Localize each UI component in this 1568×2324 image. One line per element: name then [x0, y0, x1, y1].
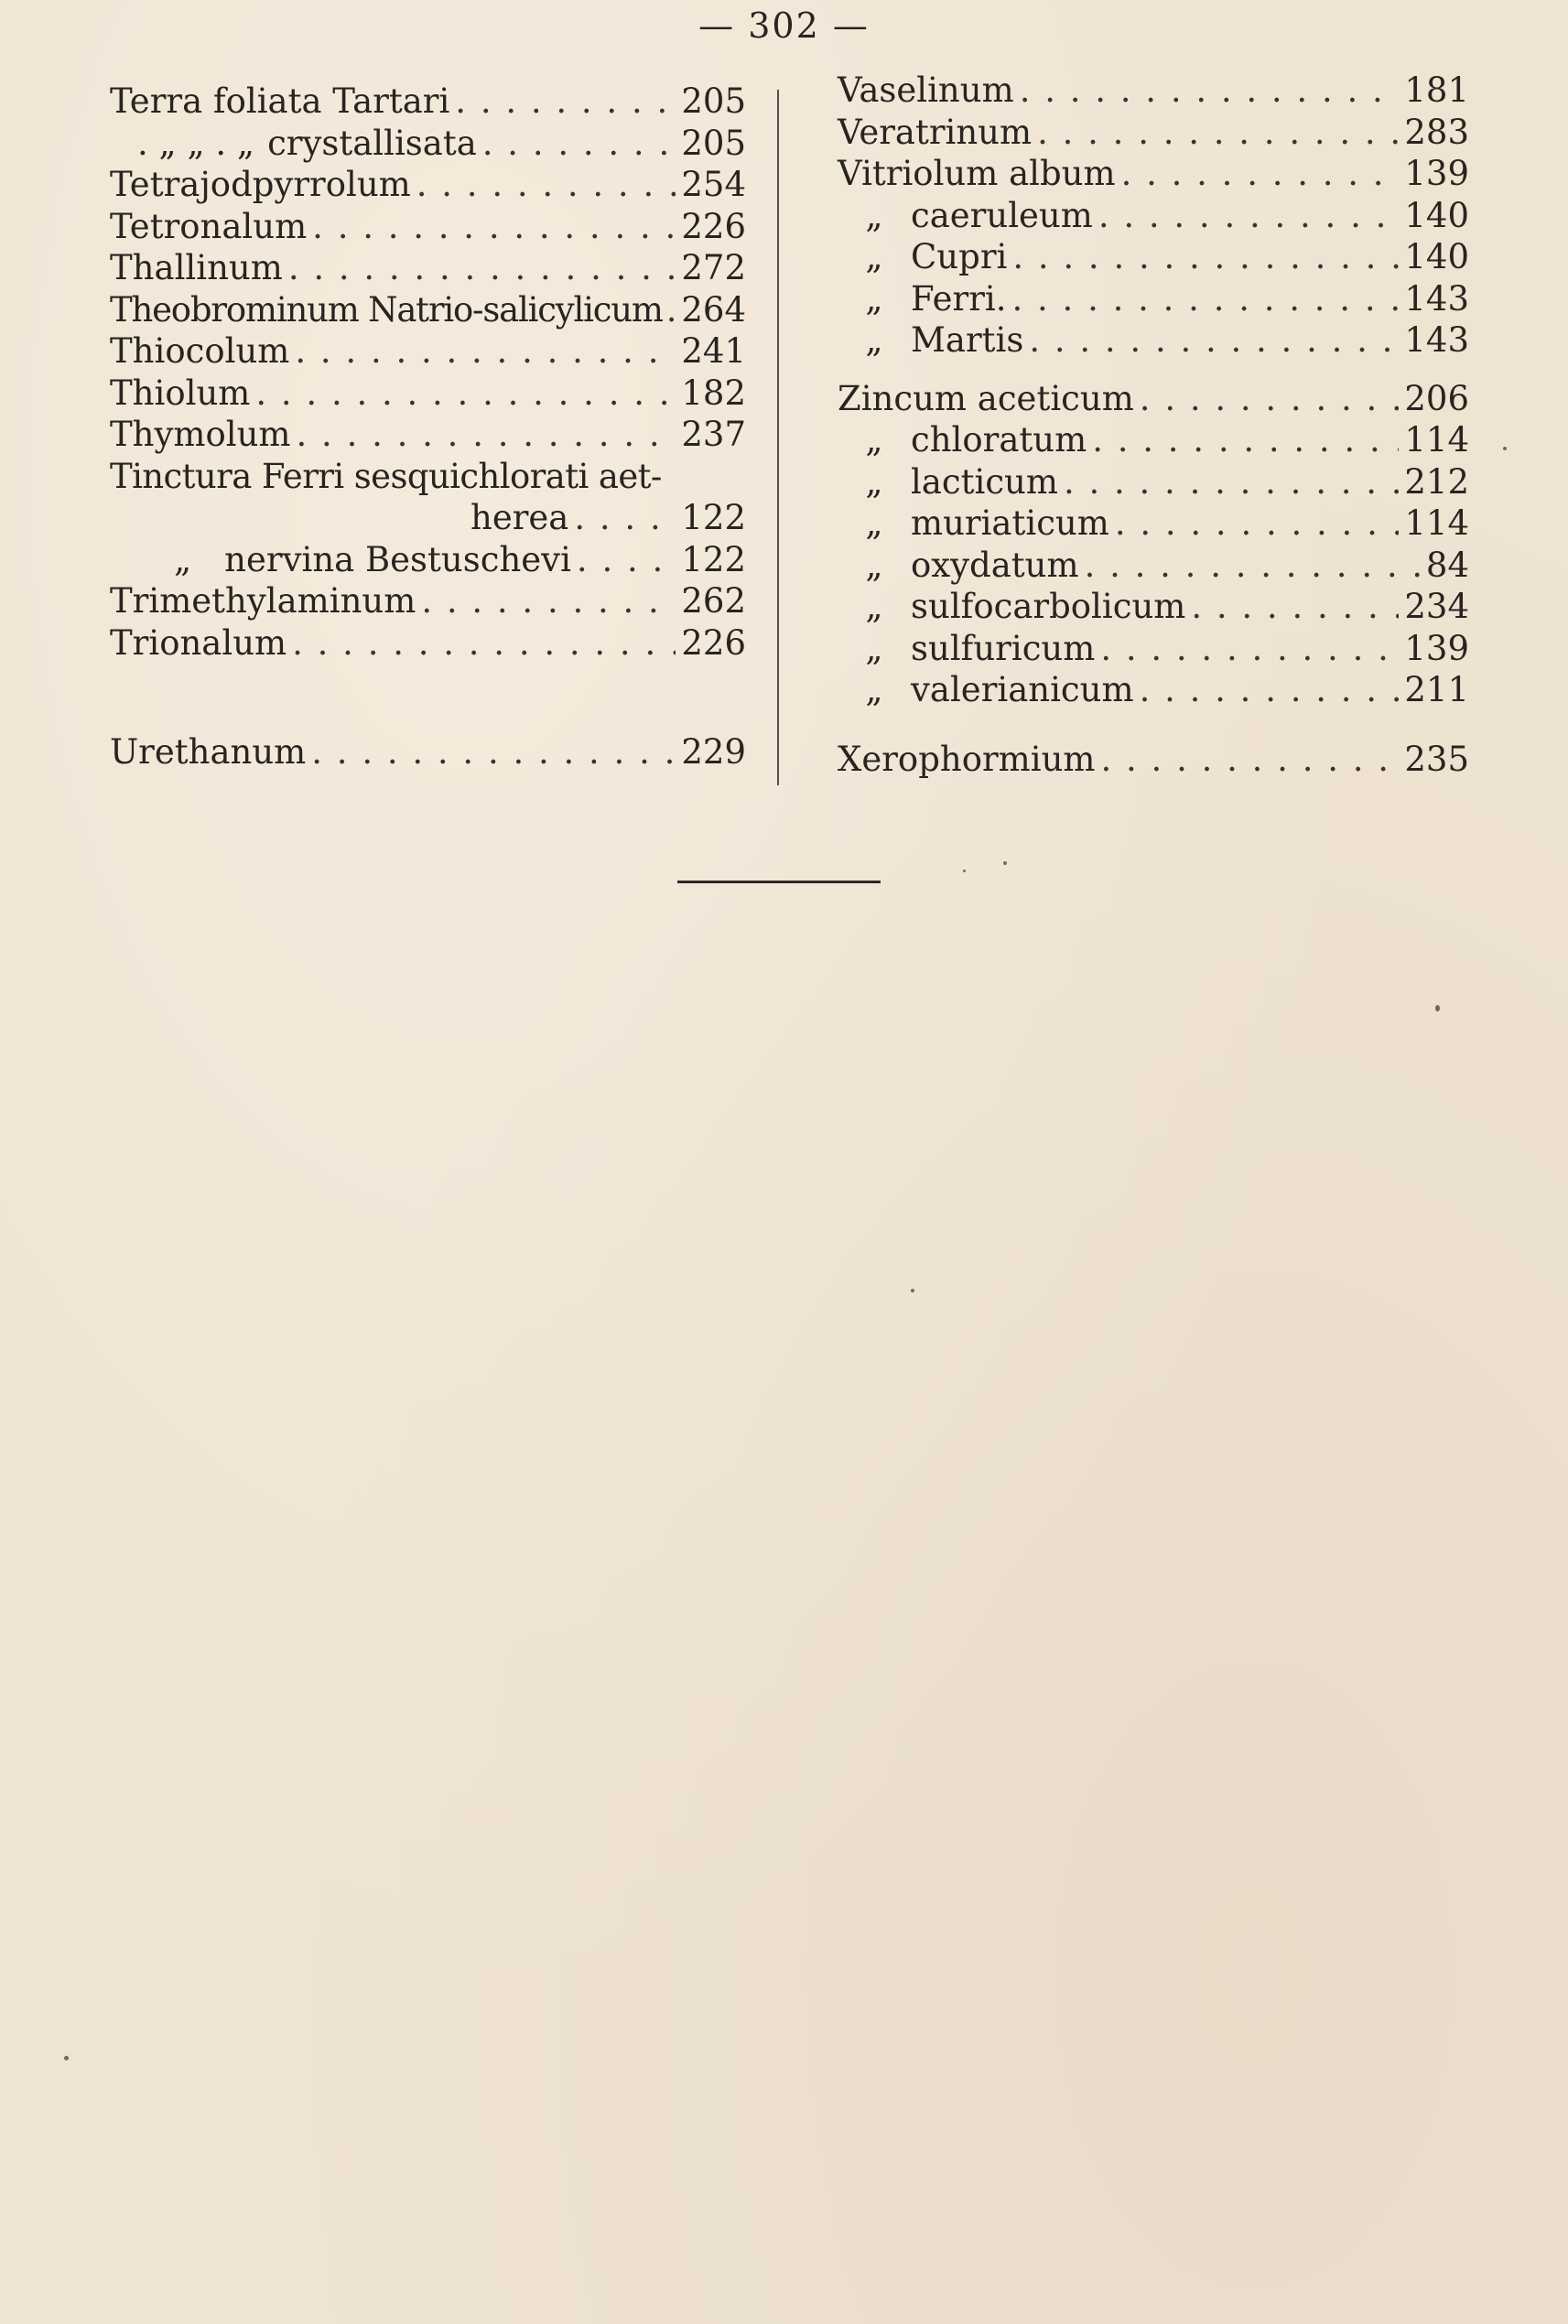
entry-page: 272: [681, 248, 746, 287]
entry-name: lacticum: [911, 461, 1058, 502]
entry-name: Urethanum: [110, 732, 307, 772]
ditto-mark: „: [865, 420, 883, 459]
entry-page: 140: [1404, 237, 1469, 276]
index-entry: [838, 503, 1469, 545]
index-entry: [110, 247, 746, 289]
paper-speck: [1503, 447, 1507, 450]
leader-dots: [1191, 586, 1399, 628]
entry-name: Zincum aceticum: [838, 378, 1134, 418]
leader-dots: [292, 622, 676, 665]
index-entry: [110, 731, 746, 773]
entry-page: 122: [681, 498, 746, 537]
paper-speck: [64, 2056, 69, 2060]
entry-page: 241: [681, 331, 746, 371]
index-entry: [838, 461, 1469, 503]
ditto-mark: „: [865, 237, 883, 276]
index-entry: [110, 622, 746, 665]
section-gap: [838, 711, 1469, 739]
ditto-mark: „: [865, 461, 883, 502]
index-entry: [838, 586, 1469, 628]
leader-dots: [255, 373, 676, 415]
entry-name: herea: [470, 498, 569, 537]
index-entry: [838, 70, 1469, 112]
paper-speck: [963, 870, 966, 872]
ditto-mark: „: [865, 628, 883, 668]
entry-page: 140: [1404, 195, 1469, 235]
entry-name: Thallinum: [110, 248, 283, 287]
entry-page: 226: [681, 206, 746, 246]
entry-name: sulfuricum: [911, 628, 1096, 668]
index-entry: [838, 419, 1469, 461]
entry-page: 114: [1404, 420, 1469, 459]
entry-page: 205: [681, 123, 746, 163]
ditto-mark: „: [865, 670, 883, 709]
entry-name: Trionalum: [110, 622, 287, 663]
leader-dots: [311, 731, 676, 773]
index-entry: [838, 628, 1469, 670]
entry-page: 262: [681, 581, 746, 621]
entry-name: crystallisata: [267, 123, 477, 163]
leader-dots: [666, 289, 678, 331]
ditto-mark: „: [865, 503, 883, 543]
entry-name: Xerophormium: [838, 739, 1096, 779]
index-entry: [110, 289, 746, 331]
index-entry: [110, 373, 746, 415]
entry-page: 211: [1404, 670, 1469, 709]
leader-dots: [416, 164, 676, 206]
index-entry: [110, 580, 746, 622]
column-divider: [777, 90, 779, 785]
index-entry: [110, 456, 746, 498]
index-entry: [110, 414, 746, 456]
ditto-mark: . „ „ . „: [137, 123, 255, 163]
entry-page: 181: [1404, 70, 1469, 110]
entry-name: Vaselinum: [838, 70, 1014, 110]
entry-name: Trimethylaminum: [110, 581, 416, 621]
index-entry: [838, 545, 1469, 587]
entry-page: 234: [1404, 587, 1469, 626]
index-entry: [838, 278, 1469, 320]
ditto-mark: „: [865, 195, 883, 235]
end-rule: [677, 881, 881, 883]
entry-name: Ferri.: [911, 278, 1007, 319]
index-entry: [838, 319, 1469, 362]
ditto-mark: „: [865, 587, 883, 626]
entry-name: Vitriolum album: [838, 154, 1116, 193]
index-column-right: [838, 70, 1469, 780]
entry-page: 139: [1404, 628, 1469, 668]
leader-dots: [1098, 195, 1400, 237]
leader-dots: [574, 497, 676, 539]
paper-speck: [1003, 861, 1007, 865]
entry-name: chloratum: [911, 420, 1087, 459]
page-number: — 302 —: [698, 5, 870, 46]
entry-name: caeruleum: [911, 195, 1093, 235]
entry-page: 122: [681, 539, 746, 579]
entry-name: Veratrinum: [838, 112, 1033, 152]
entry-page: 139: [1404, 154, 1469, 193]
leader-dots: [482, 123, 676, 165]
index-entry: [110, 164, 746, 206]
entry-page: 229: [681, 732, 746, 772]
entry-name: Tinctura Ferri sesquichlorati aet-: [110, 456, 662, 496]
leader-dots: [1020, 70, 1400, 112]
entry-name: Tetronalum: [110, 206, 308, 246]
entry-name: Thymolum: [110, 415, 291, 454]
index-column-left: [110, 81, 746, 773]
index-entry-continuation: [110, 497, 746, 539]
entry-page: 212: [1404, 461, 1469, 502]
section-gap: [110, 664, 746, 731]
entry-page: 182: [681, 373, 746, 413]
entry-page: 237: [681, 415, 746, 454]
entry-page: 143: [1404, 278, 1469, 319]
entry-page: 264: [681, 289, 746, 330]
index-entry: [838, 378, 1469, 420]
leader-dots: [1085, 545, 1421, 587]
leader-dots: [1029, 319, 1399, 362]
index-entry: [838, 112, 1469, 154]
leader-dots: [1140, 378, 1400, 420]
index-entry: [110, 81, 746, 123]
leader-dots: [421, 580, 676, 622]
entry-page: 84: [1425, 545, 1469, 585]
index-entry: [110, 123, 746, 165]
ditto-mark: „: [865, 320, 883, 360]
section-gap: [838, 362, 1469, 378]
index-entry: [838, 236, 1469, 278]
entry-name: Thiolum: [110, 373, 251, 413]
entry-name: Tetrajodpyrrolum: [110, 165, 411, 204]
leader-dots: [1121, 153, 1400, 195]
leader-dots: [577, 539, 676, 581]
index-entry: [838, 669, 1469, 711]
entry-name: nervina Bestuschevi: [224, 539, 571, 579]
index-entry: [110, 539, 746, 581]
leader-dots: [1140, 669, 1400, 711]
index-entry: [110, 330, 746, 373]
entry-page: 205: [681, 81, 746, 121]
leader-dots: [295, 330, 676, 373]
entry-page: 283: [1404, 112, 1469, 152]
ditto-mark: „: [865, 278, 883, 319]
leader-dots: [1064, 461, 1399, 503]
entry-page: 254: [681, 165, 746, 204]
entry-page: 235: [1404, 739, 1469, 779]
ditto-mark: „: [174, 539, 192, 579]
entry-name: Terra foliata Tartari: [110, 81, 450, 121]
entry-page: 114: [1404, 503, 1469, 543]
leader-dots: [1012, 278, 1400, 320]
index-entry: [838, 739, 1469, 781]
entry-name: Martis: [911, 320, 1024, 360]
entry-name: Cupri: [911, 237, 1008, 276]
leader-dots: [1037, 112, 1399, 154]
ditto-mark: „: [865, 545, 883, 585]
paper-speck: [911, 1289, 914, 1292]
entry-page: 226: [681, 622, 746, 663]
index-entry: [110, 206, 746, 248]
leader-dots: [312, 206, 676, 248]
entry-name: Thiocolum: [110, 331, 290, 371]
leader-dots: [1101, 739, 1400, 781]
entry-name: sulfocarbolicum: [911, 587, 1186, 626]
entry-page: 143: [1404, 320, 1469, 360]
entry-page: 206: [1404, 378, 1469, 418]
index-entry: [838, 195, 1469, 237]
entry-name: valerianicum: [911, 670, 1134, 709]
entry-name: muriaticum: [911, 503, 1109, 543]
leader-dots: [297, 414, 676, 456]
leader-dots: [288, 247, 676, 289]
entry-name: Theobrominum Natrio-salicylicum: [110, 289, 663, 330]
entry-name: oxydatum: [911, 545, 1079, 585]
leader-dots: [455, 81, 676, 123]
leader-dots: [1100, 628, 1399, 670]
leader-dots: [1092, 419, 1399, 461]
paper-speck: [1435, 1005, 1440, 1011]
leader-dots: [1115, 503, 1400, 545]
leader-dots: [1012, 236, 1399, 278]
index-entry: [838, 153, 1469, 195]
